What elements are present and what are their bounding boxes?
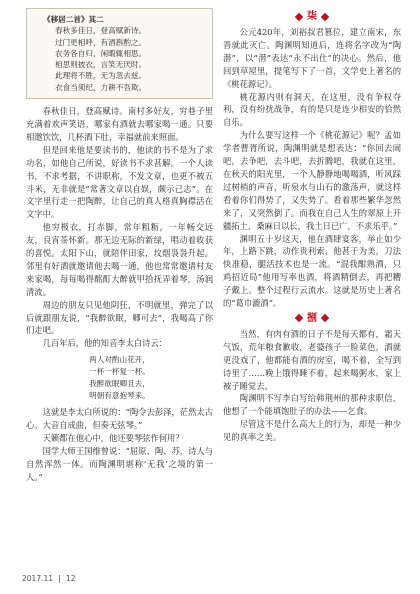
paragraph: 尽管这不是什么高大上的行为，却是一种少见的真率之美。 xyxy=(223,419,401,443)
paragraph: 天籁都在他心中，他还要琴弦作何用？ xyxy=(42,433,184,444)
footer-divider xyxy=(59,575,60,583)
poem-title: 《移居二首》其二 xyxy=(43,15,104,24)
paragraph: 为什么要写这样一个《桃花源记》呢？孟如学者曹胥所说，陶渊明就是想表达：“你回去闹吧，去争吧，去斗吧，去折腾吧，我就在这里，在秋天的阳光里，一个人静静地喝喝酒，听风踩过树梢的声音，听泉水与山石的激荡声，就这样看着你们得势了，又失势了。看着那些繁华忽然来了，又突然倒了。而我在自己人生的翠原上开疆拓土，桑麻日以长，我土日已广，不求乐乎。” xyxy=(223,130,401,231)
section-heading: 捌 xyxy=(223,312,401,325)
issue-date: 2017.11 xyxy=(22,574,54,583)
paragraph: 桃花源内则有洞天，在这里，没有争权夺利，没有纷扰战争，有的是只是连少相安的恰然自乐。 xyxy=(223,91,401,128)
left-column xyxy=(26,8,213,484)
poem-line: 农务各自归，闲暇辄相思。 xyxy=(55,48,147,58)
section-heading: 柒 xyxy=(223,10,401,23)
poem-line: 此理将不胜，无为忽去兹。 xyxy=(55,71,147,81)
paragraph: 公元420年，刘裕叔君篡位，建立南宋，东晋就此灭亡。陶渊明知道后，连将名字改为“陶潜”，以“潜”表达“永不出仕”的决心。然后，他回到草屋里，提笔写下了一首，文学史上著名的《桃花源记》。 xyxy=(223,27,401,89)
poem-line: 衣食当须纪，力耕不吾欺。 xyxy=(55,82,147,92)
page-footer xyxy=(22,574,76,583)
right-column xyxy=(223,8,401,444)
page-number: 12 xyxy=(66,574,76,583)
poem-line: 相思则披衣，言笑无厌时。 xyxy=(55,60,147,70)
paragraph: 春秋佳日，登高赋诗。南村多好友，穷巷子里充满着欢声笑语，哪家有酒就去哪家喝一通。只要相邀饮饮，几杯酒下肚，幸福就前来照面。 xyxy=(26,106,213,142)
paragraph: 但是回来他是要读书的，他读的书不是为了求功名，如他自己所说，好读书不求甚解。一个人读书，不求考据，不讲职称，不发文章，也更不被五斗米，无非就是“常著文章以自娱，颇示己志”。在文字里行走一把陶醉，让自己的真人格真胸襟活在文字中。 xyxy=(26,144,213,220)
paragraph: 陶渊明不写李白写给韩荆州的那种求职信，他想了一个能填饱肚子的办法——乞食。 xyxy=(223,393,401,417)
paragraph: 周边的朋友只见他阴狂，不明就里，弹完了以后就跟朋友说，“我醉欲眠，卿可去”，我喝高了你们走吧。 xyxy=(26,299,213,336)
poem-line: 春秋多佳日，登高赋新诗。 xyxy=(55,26,147,36)
quoted-poem xyxy=(26,354,213,402)
quote-line: 我醉欲眠卿且去， xyxy=(89,379,150,389)
quote-line: 两人对酌山花开， xyxy=(89,355,150,365)
quote-line: 明朝有意抱琴来。 xyxy=(89,391,150,401)
paragraph: 渊明五十岁这天，他在酒肆宴客，举止如少年，上路下跳，动作贵利索，他甚于为美，刀法快准稳，腿活技术也是一流。“混我酣熟酒，只鸡招近局”他用写率也酒，将酒精倒去，再把糟子戴上。整个过程行云流水。这就是历史上著名的“葛巾漉酒”。 xyxy=(223,233,401,309)
paragraph: 国学大师王国维曾说：“屈原、陶、苏，诗人与自然浑然一体。而陶渊明堪称‘无我’之境的第一人。” xyxy=(26,446,213,482)
paragraph: 几百年后，他的知音李太白诗云： xyxy=(42,338,168,349)
paragraph: 他穷极衣，打赤脚，常年粗粝，一年畅交远友，良宵茶怀新。那无边无际的新绿，唱动着收获的喜悦。太阳下山，就陪伴田家，坟烟袅袅升起。邻里有好酒就邀请他去喝一通，他也常常邀请村友来家喝，每每喝得酩酊大醉就甲拾抚弄着琴，汤润清流。 xyxy=(26,222,213,297)
paragraph: 当然，有肉有酒的日子不是每天都有，霜天气饭，荒年粮食歉收，老婆孩子一脸菜色，酒就更没戏了，他都能有酒的房室，喝不着，全写到诗里了……晚上饿得睡不着，起来喝粥水，家上被子睡觉去。 xyxy=(223,328,401,391)
paragraph: 这就是李太白所说的：“陶令去彭泽，茫然太古心。大音自成曲，但奏无弦琴。” xyxy=(26,407,213,431)
poem-box xyxy=(26,8,213,99)
poem-line: 过门更相呼，有酒斟酌之。 xyxy=(55,37,147,47)
quote-line: 一杯一杯复一杯。 xyxy=(89,367,150,377)
